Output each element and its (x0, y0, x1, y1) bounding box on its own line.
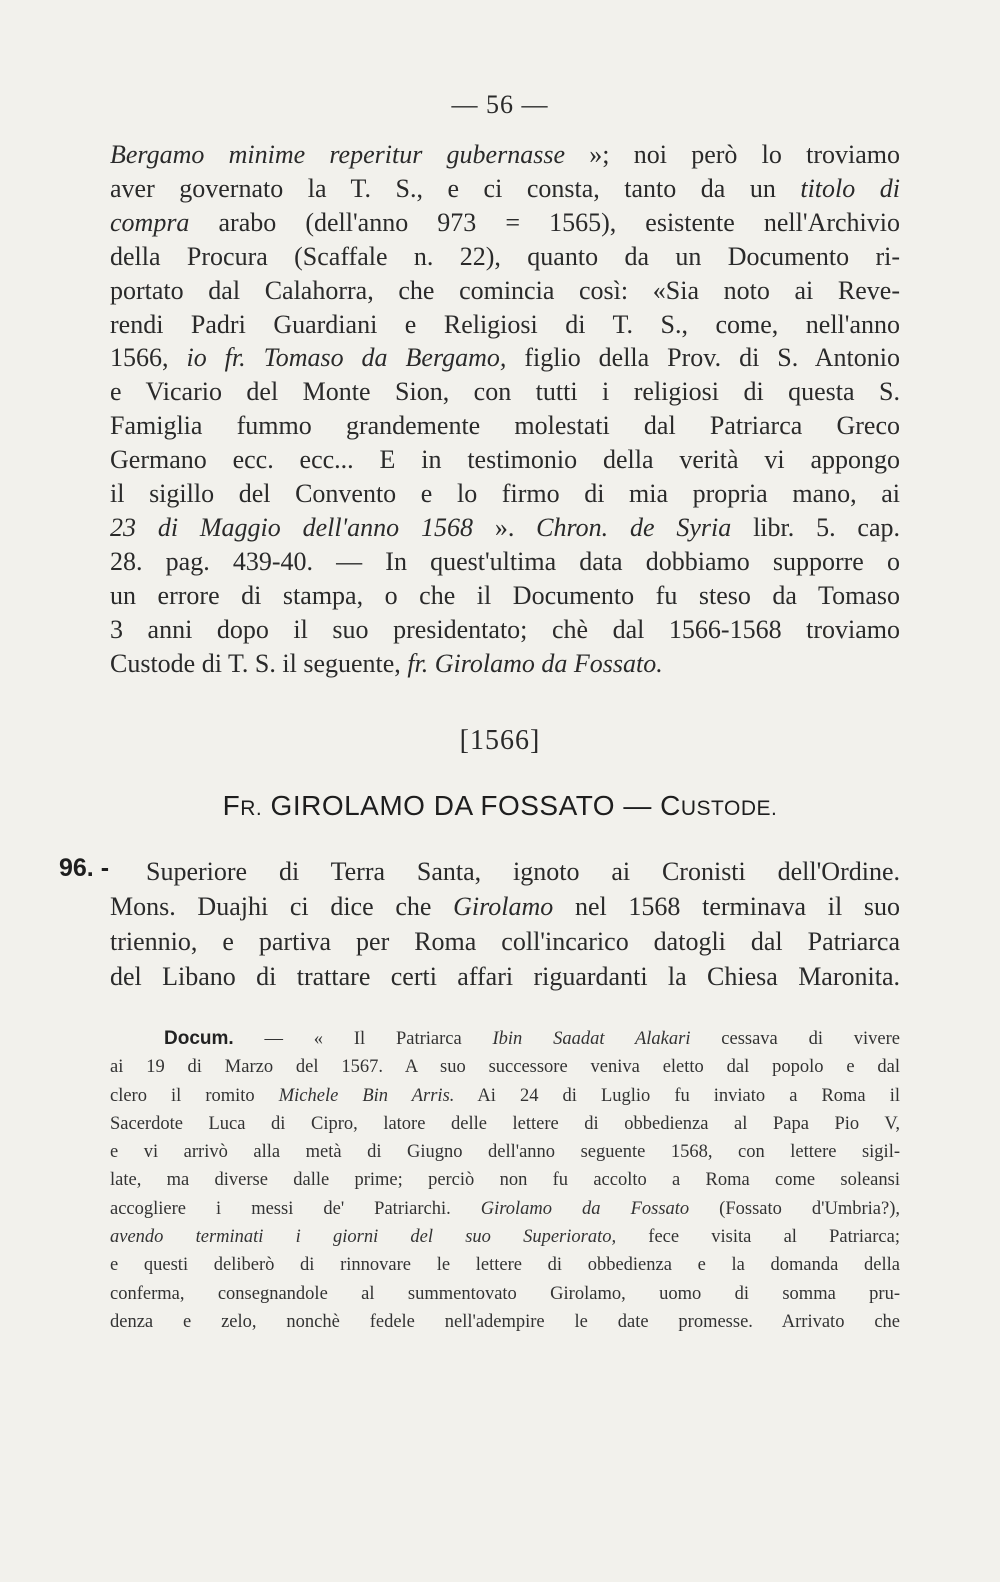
text-run: »; noi però lo troviamo (565, 140, 900, 169)
italic-text: Ibin Saadat Alakari (492, 1029, 691, 1049)
text-run: rendi Padri Guardiani e Religiosi di T. S., come, nell'anno (110, 309, 900, 339)
text-run: portato dal Calahorra, che comincia così: «Sia noto ai Reve- (110, 275, 900, 305)
text-run: accogliere i messi de' Patriarchi. (110, 1198, 481, 1219)
fr-initial: F (222, 790, 241, 821)
text-run: conferma, consegnandole al summentovato Girolamo, uomo di somma pru- (110, 1283, 900, 1304)
italic-text: Michele Bin Arris. (278, 1085, 455, 1106)
text-run: Custode di T. S. il seguente, (110, 648, 408, 678)
text-run: 1566, (110, 343, 187, 373)
text-line (110, 511, 900, 545)
text-line (110, 647, 900, 681)
text-run: 28. pag. 439-40. — In quest'ultima data dobbiamo supporre o (110, 546, 900, 576)
italic-text: compra (110, 207, 190, 237)
text-run: Superiore di Terra Santa, ignoto ai Cronisti dell'Ordine. (146, 857, 900, 886)
text-run: il sigillo del Convento e lo firmo di mia propria mano, ai (110, 479, 900, 509)
text-line (110, 889, 900, 924)
text-run: del Libano di trattare certi affari riguardanti la Chiesa Maronita. (110, 962, 900, 991)
text-line (110, 409, 900, 443)
text-run: cessava di vivere (690, 1029, 900, 1049)
text-line (110, 959, 900, 994)
italic-text: avendo terminati i giorni del suo Superiorato, (110, 1227, 617, 1248)
text-run: late, ma diverse dalle prime; perciò non fu accolto a Roma come soleansi (110, 1170, 900, 1191)
text-run: clero il romito (110, 1085, 279, 1106)
text-run: Famiglia fummo grandemente molestati dal Patriarca Greco (110, 411, 900, 441)
text-line (110, 1195, 900, 1223)
text-run: ». (472, 512, 537, 542)
text-line (110, 172, 900, 206)
text-line (110, 1223, 900, 1251)
docum-label: Docum. (164, 1028, 234, 1049)
text-line (110, 1025, 900, 1053)
italic-text: 23 di Maggio dell'anno 1568 (110, 512, 473, 542)
text-run: nel 1568 terminava il suo (553, 892, 900, 921)
italic-text: fr. Girolamo da Fossato. (407, 648, 663, 678)
section-title (0, 790, 1000, 822)
text-run: ai 19 di Marzo del 1567. A suo successore veniva eletto dal popolo e dal (110, 1057, 900, 1078)
text-line (110, 1251, 900, 1279)
text-run: della Procura (Scaffale n. 22), quanto da un Documento ri- (110, 241, 900, 271)
italic-text: Girolamo (453, 892, 554, 921)
text-line (110, 477, 900, 511)
entry-number: 96. - (59, 854, 110, 882)
text-line (110, 854, 900, 889)
year-heading: [1566] (459, 725, 541, 756)
text-line (110, 579, 900, 613)
text-line (110, 1138, 900, 1166)
custode-rest: USTODE. (680, 797, 778, 820)
italic-text: Bergamo minime reperitur gubernasse (110, 140, 565, 169)
text-line (110, 1280, 900, 1308)
text-run: triennio, e partiva per Roma coll'incarico datogli dal Patriarca (110, 927, 900, 956)
text-run: fece visita al Patriarca; (616, 1227, 900, 1248)
text-line (110, 924, 900, 959)
italic-text: Girolamo da Fossato (480, 1198, 690, 1219)
text-run: e vi arrivò alla metà di Giugno dell'anno seguente 1568, con lettere sigil- (110, 1142, 900, 1163)
text-line (110, 545, 900, 579)
custode-initial: C (660, 790, 681, 821)
text-run: e Vicario del Monte Sion, con tutti i religiosi di questa S. (110, 377, 900, 407)
text-line (110, 1082, 900, 1110)
text-run: figlio della Prov. di S. Antonio (506, 343, 900, 373)
text-run: libr. 5. cap. (731, 512, 900, 542)
text-run: 3 anni dopo il suo presidentato; chè dal 1566-1568 troviamo (110, 614, 900, 644)
title-dash: — (623, 790, 652, 821)
italic-text: titolo di (800, 173, 900, 203)
text-run: Mons. Duajhi ci dice che (110, 892, 454, 921)
text-line (110, 274, 900, 308)
italic-text: io fr. Tomaso da Bergamo, (186, 343, 507, 373)
entry-paragraph (110, 854, 900, 994)
page-number: — 56 — (451, 90, 549, 119)
text-line (110, 1110, 900, 1138)
fr-rest: R. (240, 797, 263, 820)
text-run: aver governato la T. S., e ci consta, tanto da un (110, 173, 801, 203)
text-line (110, 308, 900, 342)
text-line (110, 138, 900, 172)
text-run: Ai 24 di Luglio fu inviato a Roma il (454, 1085, 900, 1106)
italic-text: Chron. de Syria (536, 512, 732, 542)
text-line (110, 1053, 900, 1081)
main-paragraph (110, 138, 900, 681)
text-run: e questi deliberò di rinnovare le lettere di obbedienza e la domanda della (110, 1255, 900, 1276)
text-run: Sacerdote Luca di Cipro, latore delle lettere di obbedienza al Papa Pio V, (110, 1113, 900, 1134)
text-line (110, 240, 900, 274)
text-run: arabo (dell'anno 973 = 1565), esistente nell'Archivio (189, 207, 900, 237)
text-run: — « Il Patriarca (233, 1029, 493, 1049)
text-run: (Fossato d'Umbria?), (689, 1198, 900, 1219)
text-line (110, 206, 900, 240)
text-run: denza e zelo, nonchè fedele nell'adempire le date promesse. Arrivato che (110, 1311, 900, 1332)
text-line (110, 341, 900, 375)
text-run: un errore di stampa, o che il Documento fu steso da Tomaso (110, 580, 900, 610)
text-line (110, 613, 900, 647)
text-line (110, 375, 900, 409)
text-line (110, 1166, 900, 1194)
document-footnote (110, 1025, 900, 1336)
custode-name: GIROLAMO DA FOSSATO (270, 790, 616, 821)
text-line (110, 1308, 900, 1336)
text-run: Germano ecc. ecc... E in testimonio della verità vi appongo (110, 445, 900, 475)
text-line (110, 443, 900, 477)
